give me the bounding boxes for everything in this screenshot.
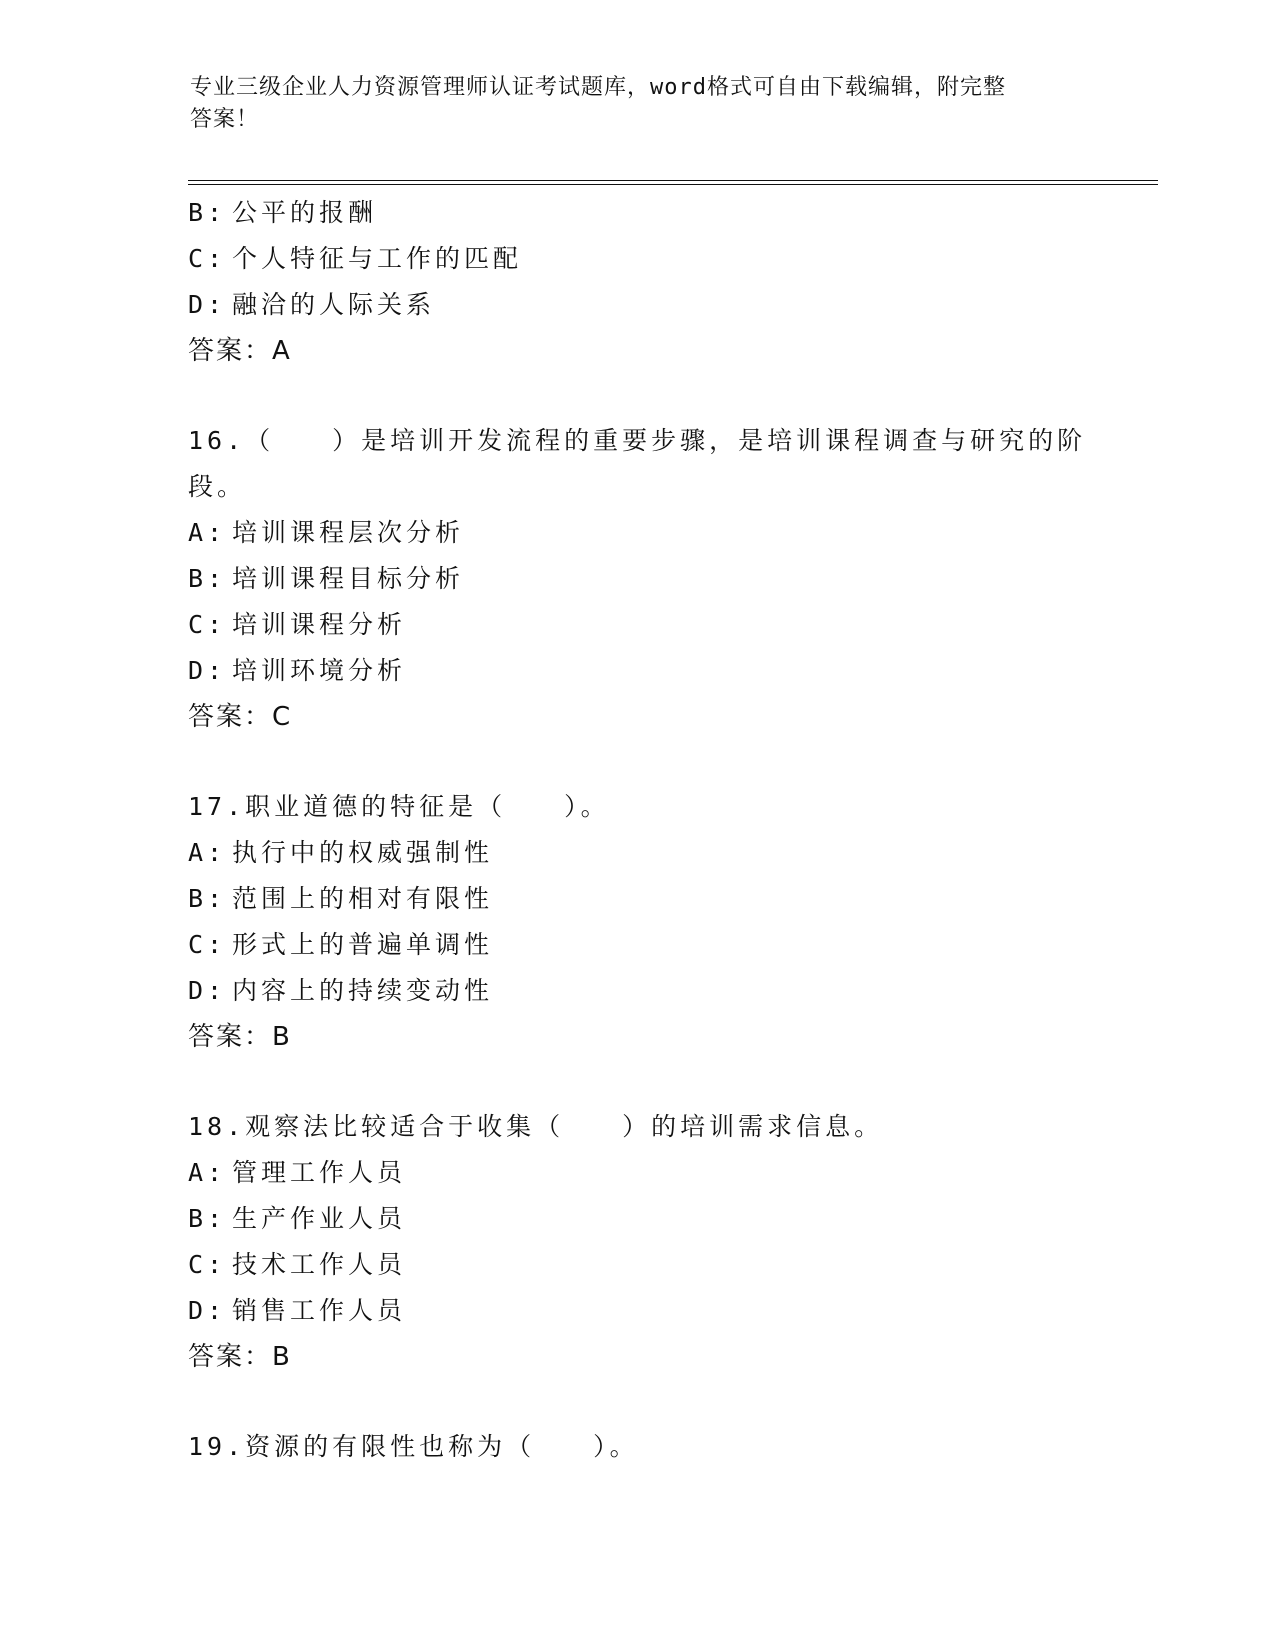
option-letter: B: (188, 1204, 227, 1233)
option-letter: D: (188, 290, 227, 319)
option-text: 培训课程分析 (232, 610, 407, 639)
page-header (190, 72, 1070, 136)
question-19 (188, 1424, 1088, 1470)
question-17 (188, 784, 1088, 1060)
option-text: 内容上的持续变动性 (232, 976, 494, 1005)
answer-line: 答案：B (188, 1342, 292, 1372)
option-letter: A: (188, 838, 227, 867)
question-16 (188, 418, 1088, 740)
option-b (188, 1196, 1088, 1242)
option-letter: D: (188, 976, 227, 1005)
option-text: 公平的报酬 (232, 198, 378, 227)
option-text: 技术工作人员 (232, 1250, 407, 1279)
option-text: 融洽的人际关系 (232, 290, 436, 319)
question-stem: 19.资源的有限性也称为（ ）。 (188, 1432, 639, 1461)
option-d (188, 1288, 1088, 1334)
option-a (188, 510, 1088, 556)
option-letter: B: (188, 884, 227, 913)
question-18 (188, 1104, 1088, 1380)
option-text: 销售工作人员 (232, 1296, 407, 1325)
answer-line: 答案：A (188, 336, 292, 366)
option-d (188, 968, 1088, 1014)
option-b (188, 876, 1088, 922)
option-b (188, 556, 1088, 602)
option-d (188, 282, 1088, 328)
option-letter: C: (188, 610, 227, 639)
option-text: 管理工作人员 (232, 1158, 407, 1187)
option-c (188, 1242, 1088, 1288)
answer-line: 答案：B (188, 1022, 292, 1052)
header-line-2: 答案！ (190, 107, 260, 132)
option-letter: A: (188, 1158, 227, 1187)
option-text: 培训环境分析 (232, 656, 407, 685)
option-a (188, 830, 1088, 876)
option-a (188, 1150, 1088, 1196)
question-stem-continued: 段。 (188, 472, 247, 501)
option-letter: D: (188, 1296, 227, 1325)
option-letter: D: (188, 656, 227, 685)
option-text: 范围上的相对有限性 (232, 884, 494, 913)
option-text: 执行中的权威强制性 (232, 838, 494, 867)
option-letter: B: (188, 564, 227, 593)
option-letter: C: (188, 1250, 227, 1279)
option-text: 培训课程层次分析 (232, 518, 465, 547)
question-stem: 16.（ ）是培训开发流程的重要步骤，是培训课程调查与研究的阶 (188, 426, 1087, 455)
option-letter: C: (188, 930, 227, 959)
answer-line: 答案：C (188, 702, 293, 732)
option-text: 个人特征与工作的匹配 (232, 244, 523, 273)
document-body (188, 190, 1088, 1470)
option-text: 生产作业人员 (232, 1204, 407, 1233)
option-text: 培训课程目标分析 (232, 564, 465, 593)
question-15-partial (188, 190, 1088, 374)
header-line-1: 专业三级企业人力资源管理师认证考试题库，word格式可自由下载编辑，附完整 (190, 75, 1006, 100)
option-letter: B: (188, 198, 227, 227)
option-b (188, 190, 1088, 236)
header-divider-bottom (188, 184, 1158, 185)
header-divider-top (188, 180, 1158, 181)
option-c (188, 236, 1088, 282)
option-c (188, 922, 1088, 968)
option-d (188, 648, 1088, 694)
option-c (188, 602, 1088, 648)
option-letter: C: (188, 244, 227, 273)
option-text: 形式上的普遍单调性 (232, 930, 494, 959)
question-stem: 18.观察法比较适合于收集（ ）的培训需求信息。 (188, 1112, 884, 1141)
question-stem: 17.职业道德的特征是（ ）。 (188, 792, 610, 821)
option-letter: A: (188, 518, 227, 547)
